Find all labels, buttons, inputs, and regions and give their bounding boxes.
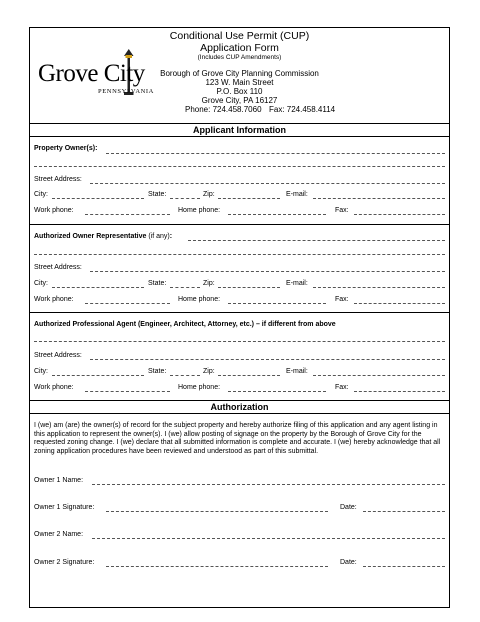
representative-field-2[interactable] — [34, 254, 445, 255]
work-phone-label: Work phone: — [34, 207, 74, 214]
application-form — [29, 27, 450, 608]
state-label: State: — [148, 191, 167, 198]
rep-fax-field[interactable] — [354, 303, 445, 304]
zip-field[interactable] — [218, 198, 280, 199]
agent-email-field[interactable] — [313, 375, 445, 376]
owner2-signature-label: Owner 2 Signature: — [34, 559, 95, 566]
agent-street-field[interactable] — [90, 359, 445, 360]
fax-label: Fax: — [335, 207, 349, 214]
owner1-name-field[interactable] — [92, 484, 445, 485]
work-phone-field[interactable] — [85, 214, 170, 215]
rep-home-phone-field[interactable] — [228, 303, 326, 304]
agent-state-label: State: — [148, 368, 167, 375]
org-street: 123 W. Main Street — [205, 78, 274, 87]
rep-city-field[interactable] — [52, 287, 144, 288]
section-applicant-information: Applicant Information — [30, 123, 449, 137]
logo-state: PENNSYLVANIA — [98, 88, 154, 95]
owner1-signature-field[interactable] — [106, 511, 328, 512]
authorization-text: I (we) am (are) the owner(s) of record for the subject property and hereby authorize filing of this application and any agent listing in this application to represent the owner(s). I (we) allow posting of signage on the property by the Borough of Grove City for the requested zoning change. I (we) declare that all submitted information is complete and accurate. I (we) hereby acknowledge that all zoning application procedures have been reviewed and understood as part of this submittal. — [34, 422, 441, 455]
org-name: Borough of Grove City Planning Commission — [160, 69, 319, 78]
logo-name: Grove City — [38, 60, 145, 87]
form-title-line2: Application Form — [200, 42, 279, 54]
rep-work-phone-field[interactable] — [85, 303, 170, 304]
email-label: E-mail: — [286, 191, 308, 198]
agent-state-field[interactable] — [170, 375, 200, 376]
representative-field[interactable] — [188, 240, 445, 241]
rep-email-label: E-mail: — [286, 280, 308, 287]
org-fax: Fax: 724.458.4114 — [269, 105, 336, 114]
agent-work-phone-field[interactable] — [85, 391, 170, 392]
owner1-name-label: Owner 1 Name: — [34, 477, 84, 484]
street-label: Street Address: — [34, 176, 82, 183]
org-phone: Phone: 724.458.7060 — [185, 105, 262, 114]
rep-zip-field[interactable] — [218, 287, 280, 288]
representative-label: Authorized Owner Representative (if any): — [34, 233, 173, 240]
agent-home-phone-label: Home phone: — [178, 384, 221, 391]
home-phone-label: Home phone: — [178, 207, 221, 214]
agent-label: Authorized Professional Agent (Engineer, Architect, Attorney, etc.) – if different from above — [34, 321, 336, 328]
property-owner-field-2[interactable] — [34, 166, 445, 167]
rep-street-label: Street Address: — [34, 264, 82, 271]
form-title-line1: Conditional Use Permit (CUP) — [169, 30, 310, 42]
fax-field[interactable] — [354, 214, 445, 215]
home-phone-field[interactable] — [228, 214, 326, 215]
agent-city-field[interactable] — [52, 375, 144, 376]
city-label: City: — [34, 191, 48, 198]
owner2-name-label: Owner 2 Name: — [34, 531, 84, 538]
street-field[interactable] — [90, 183, 445, 184]
agent-email-label: E-mail: — [286, 368, 308, 375]
zip-label: Zip: — [203, 191, 215, 198]
org-po-box: P.O. Box 110 — [216, 87, 263, 96]
property-owner-label: Property Owner(s): — [34, 145, 98, 152]
owner1-date-label: Date: — [340, 504, 357, 511]
org-city: Grove City, PA 16127 — [201, 96, 278, 105]
agent-city-label: City: — [34, 368, 48, 375]
owner2-name-field[interactable] — [92, 538, 445, 539]
agent-zip-field[interactable] — [218, 375, 280, 376]
section-authorization: Authorization — [30, 400, 449, 414]
agent-fax-field[interactable] — [354, 391, 445, 392]
owner1-date-field[interactable] — [363, 511, 445, 512]
rep-work-phone-label: Work phone: — [34, 296, 74, 303]
rep-home-phone-label: Home phone: — [178, 296, 221, 303]
agent-street-label: Street Address: — [34, 352, 82, 359]
agent-field[interactable] — [34, 341, 445, 342]
email-field[interactable] — [313, 198, 445, 199]
owner2-date-field[interactable] — [363, 566, 445, 567]
state-field[interactable] — [170, 198, 200, 199]
rep-state-label: State: — [148, 280, 167, 287]
rep-zip-label: Zip: — [203, 280, 215, 287]
form-subtitle: (Includes CUP Amendments) — [197, 54, 282, 61]
rep-state-field[interactable] — [170, 287, 200, 288]
owner2-date-label: Date: — [340, 559, 357, 566]
property-owner-field[interactable] — [106, 153, 445, 154]
rep-city-label: City: — [34, 280, 48, 287]
owner1-signature-label: Owner 1 Signature: — [34, 504, 95, 511]
rep-email-field[interactable] — [313, 287, 445, 288]
rep-street-field[interactable] — [90, 271, 445, 272]
owner2-signature-field[interactable] — [106, 566, 328, 567]
agent-work-phone-label: Work phone: — [34, 384, 74, 391]
city-field[interactable] — [52, 198, 144, 199]
agent-fax-label: Fax: — [335, 384, 349, 391]
agent-zip-label: Zip: — [203, 368, 215, 375]
rep-fax-label: Fax: — [335, 296, 349, 303]
agent-home-phone-field[interactable] — [228, 391, 326, 392]
